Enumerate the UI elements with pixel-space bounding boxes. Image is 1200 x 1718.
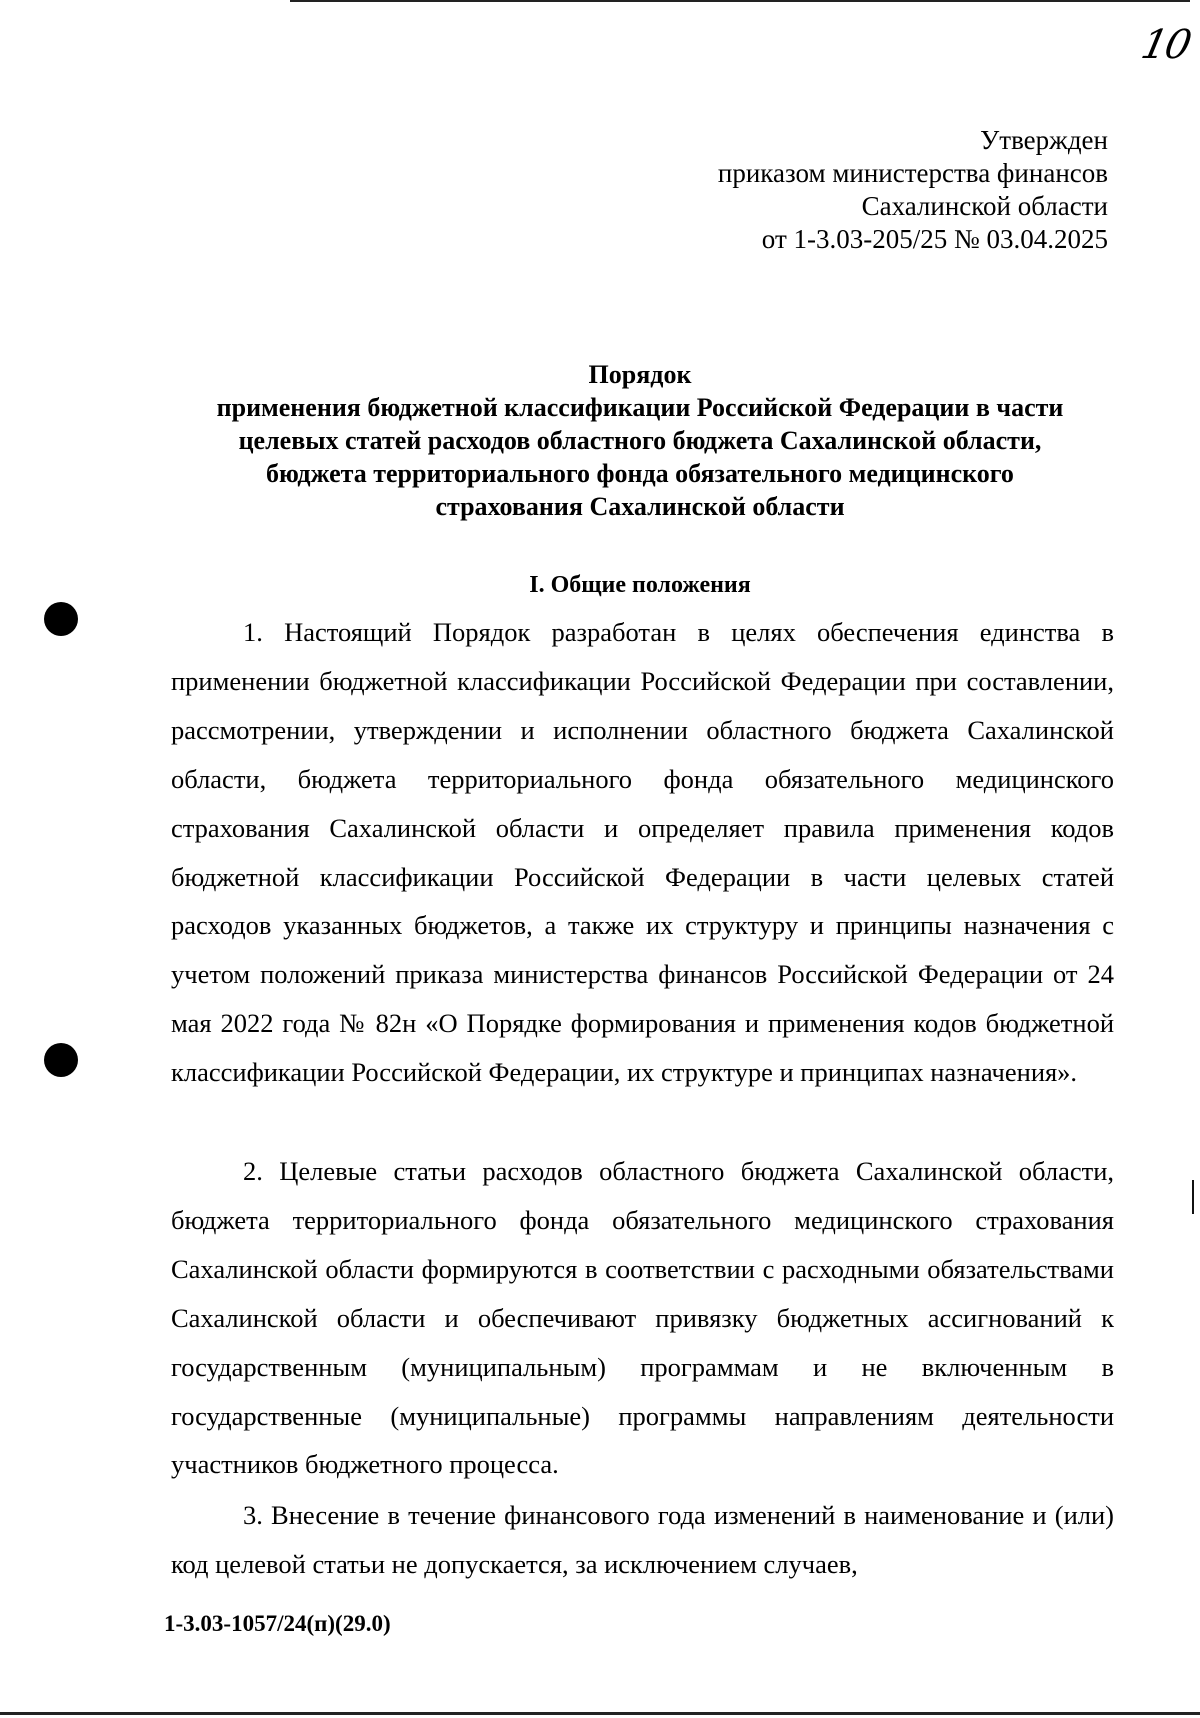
title-line: страхования Сахалинской области	[435, 492, 845, 521]
approval-line: приказом министерства финансов	[717, 158, 1108, 188]
scan-edge-mark	[1192, 1180, 1194, 1214]
page-number: 10	[1137, 22, 1194, 68]
paragraph-2	[171, 1147, 1114, 1489]
section-heading: I. Общие положения	[529, 572, 751, 598]
paragraph-3	[171, 1491, 1114, 1589]
title-line: применения бюджетной классификации Российской Федерации в части	[216, 393, 1064, 422]
approval-line: от 1-3.03-205/25 № 03.04.2025	[761, 224, 1108, 254]
title-line: бюджета территориального фонда обязательного медицинского	[266, 459, 1014, 488]
approval-line: Сахалинской области	[861, 191, 1108, 221]
document-title	[150, 358, 1130, 523]
bottom-edge-line	[0, 1712, 1200, 1715]
approval-stamp	[718, 124, 1108, 256]
footer-document-code: 1-3.03-1057/24(п)(29.0)	[164, 1611, 391, 1636]
top-edge-line	[290, 0, 1190, 2]
paragraph-1	[171, 608, 1114, 1097]
paragraph-text: 3. Внесение в течение финансового года изменений в наименование и (или) код целевой статьи не допускается, за исключением случаев,	[171, 1500, 1114, 1579]
paragraph-text: 2. Целевые статьи расходов областного бюджета Сахалинской области, бюджета территориального фонда обязательного медицинского страхования Сахалинской области формируются в соответствии с расходными обязательствами Сахалинской области и обеспечивают привязку бюджетных ассигнований к государственным (муниципальным) программам и не включенным в государственные (муниципальные) программы направлениям деятельности участников бюджетного процесса.	[171, 1156, 1114, 1480]
binder-hole-mark	[44, 1043, 78, 1077]
paragraph-text: 1. Настоящий Порядок разработан в целях обеспечения единства в применении бюджетной классификации Российской Федерации при составлении, рассмотрении, утверждении и исполнении областного бюджета Сахалинской области, бюджета территориального фонда обязательного медицинского страхования Сахалинской области и определяет правила применения кодов бюджетной классификации Российской Федерации в части целевых статей расходов указанных бюджетов, а также их структуру и принципы назначения с учетом положений приказа министерства финансов Российской Федерации от 24 мая 2022 года № 82н «О Порядке формирования и применения кодов бюджетной классификации Российской Федерации, их структуре и принципах назначения».	[171, 617, 1114, 1088]
title-line: Порядок	[588, 360, 692, 389]
binder-hole-mark	[44, 602, 78, 636]
approval-line: Утвержден	[980, 125, 1108, 155]
title-line: целевых статей расходов областного бюджета Сахалинской области,	[238, 426, 1042, 455]
